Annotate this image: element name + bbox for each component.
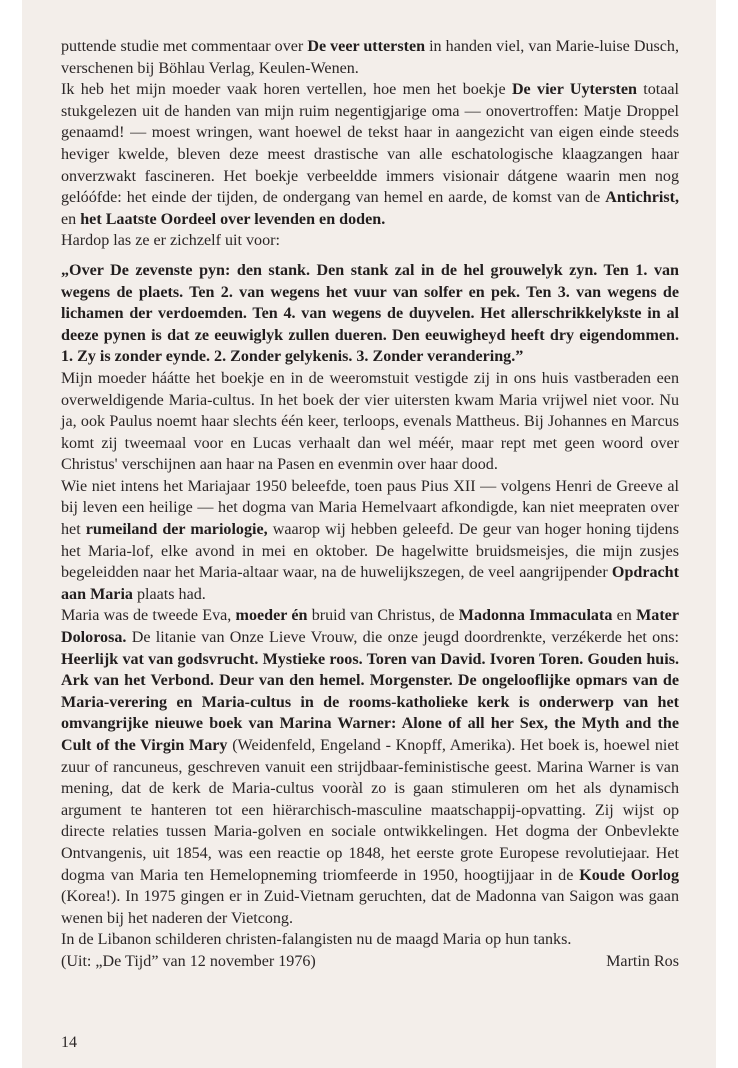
text-run: bruid van Christus, de bbox=[307, 607, 459, 625]
text-run: plaats had. bbox=[132, 585, 206, 603]
text-run: Wie niet intens het Mariajaar 1950 beleefde, toen paus Pius XII — volgens Henri de Greeve al bij leven een heilige — het dogma van Maria Hemelvaart afkondigde, kan niet meepraten over het bbox=[61, 477, 679, 539]
book-title: De vier Uytersten bbox=[511, 81, 637, 99]
signature-line bbox=[61, 951, 679, 973]
paragraph-3 bbox=[61, 230, 679, 252]
paragraph-5 bbox=[61, 368, 679, 476]
text-run: (Weidenfeld, Engeland - Knopff, Amerika). Het boek is, hoewel niet zuur of rancuneus, geschreven vanuit een strijdbaar-feministische geest. Marina Warner is van mening, dat de kerk de Maria-cultus vooràl zo is gaan stimuleren om het als dynamisch argument te hanteren tot een hiërarchisch-masculine maatschappij-opvatting. Zij wijst op directe relaties tussen Maria-golven en sociale ontwikkelingen. Het dogma der Onbevlekte Ontvangenis, uit 1854, was een reactie op 1848, het eerste grote Europese revolutiejaar. Het dogma van Maria ten Hemelopneming triomfeerde in 1950, hoogtijjaar in de bbox=[61, 737, 679, 884]
emphasis: Antichrist, bbox=[605, 189, 679, 207]
article-body bbox=[61, 36, 679, 973]
paragraph-6 bbox=[61, 476, 679, 606]
text-run: en bbox=[612, 607, 637, 625]
page-number: 14 bbox=[61, 1034, 77, 1051]
text-run: Ik heb het mijn moeder vaak horen vertellen, hoe men het boekje bbox=[61, 81, 512, 99]
emphasis: Madonna Immaculata bbox=[458, 607, 613, 625]
text-run: in handen viel, van Marie-luise Dusch, verschenen bij Böhlau Verlag, Keulen-Wenen. bbox=[61, 38, 680, 77]
text-run: De litanie van Onze Lieve Vrouw, die onze jeugd doordrenkte, verzékerde het ons: bbox=[126, 629, 679, 647]
text-run: Maria was de tweede Eva, bbox=[61, 607, 236, 625]
text-run: totaal stukgelezen uit de handen van mijn ruim negentigjarige oma — onovertroffen: Matje Droppel genaamd! — moest wringen, want hoewel de tekst haar in aangezicht van eigen einde steeds heviger kwelde, bleven deze meest drastische van alle eschatologische klaagzangen haar onverzwakt fascineren. Het boekje verbeeldde immers visionair dátgene waarin men nog gelóófde: het einde der tijden, de ondergang van hemel en aarde, de komst van de bbox=[61, 81, 680, 207]
litany-and-book: Heerlijk vat van godsvrucht. Mystieke roos. Toren van David. Ivoren Toren. Gouden huis. Ark van het Verbond. Deur van den hemel. Morgenster. De ongelooflijke opmars van de Maria-verering en Maria-cultus in de rooms-katholieke kerk is onderwerp van het omvangrijke nieuwe boek van Marina Warner: Alone of all her Sex, the Myth and the Cult of the Virgin Mary bbox=[61, 650, 679, 754]
author-name: Martin Ros bbox=[606, 952, 679, 970]
text-run: en bbox=[61, 210, 81, 228]
emphasis: Opdracht aan Maria bbox=[61, 564, 679, 603]
book-page bbox=[22, 0, 716, 1068]
quotation: „Over De zevenste pyn: den stank. Den stank zal in de hel grouwelyk zyn. Ten 1. van wegens de plaets. Ten 2. van wegens het vuur van solfer en pek. Ten 3. van wegens de lichamen der verdoemden. Ten 4. van wegens de duyvelen. Het allerschrikkelykste in al deeze pynen is dat ze eeuwiglyk zullen dueren. Den eeuwigheyd heeft dry eigendommen. 1. Zy is zonder eynde. 2. Zonder gelykenis. 3. Zonder verandering.” bbox=[61, 261, 679, 366]
quote-paragraph bbox=[61, 260, 679, 368]
text-run: (Korea!). In 1975 gingen er in Zuid-Vietnam geruchten, dat de Madonna van Saigon was gaan wenen bij het naderen der Vietcong. bbox=[61, 888, 679, 927]
emphasis: moeder én bbox=[235, 607, 308, 625]
paragraph-1 bbox=[61, 36, 679, 79]
source-citation: (Uit: „De Tijd” van 12 november 1976) bbox=[61, 952, 316, 970]
paragraph-7 bbox=[61, 605, 679, 929]
emphasis: het Laatste Oordeel over levenden en doden. bbox=[80, 210, 386, 228]
text-run: waarop wij hebben geleefd. De geur van hoger honing tijdens het Maria-lof, elke avond in mei en oktober. De hagelwitte bruidsmeisjes, die mijn zusjes begeleidden naar het Maria-altaar waar, na de huwelijkszegen, de veel aangrijpender bbox=[61, 521, 679, 582]
emphasis: Koude Oorlog bbox=[579, 866, 679, 884]
text-run: Hardop las ze er zichzelf uit voor: bbox=[61, 232, 280, 250]
book-title: De veer uttersten bbox=[307, 38, 426, 55]
emphasis: rumeiland der mariologie, bbox=[85, 521, 268, 539]
text-run: puttende studie met commentaar over bbox=[61, 38, 308, 55]
paragraph-8 bbox=[61, 929, 679, 951]
paragraph-2 bbox=[61, 79, 679, 230]
text-run: Mijn moeder háátte het boekje en in de weeromstuit vestigde zij in ons huis vastberaden een overweldigende Maria-cultus. In het boek der vier uitersten kwam Maria vrijwel niet voor. Nu ja, ook Paulus noemt haar slechts één keer, terloops, evenals Mattheus. Bij Johannes en Marcus komt zij tweemaal voor en Lucas verhaalt dan wel méér, maar rept met geen woord over Christus' verschijnen aan haar na Pasen en evenmin over haar dood. bbox=[61, 369, 679, 474]
text-run: In de Libanon schilderen christen-falangisten nu de maagd Maria op hun tanks. bbox=[61, 931, 572, 949]
emphasis: Mater Dolorosa. bbox=[61, 607, 679, 647]
